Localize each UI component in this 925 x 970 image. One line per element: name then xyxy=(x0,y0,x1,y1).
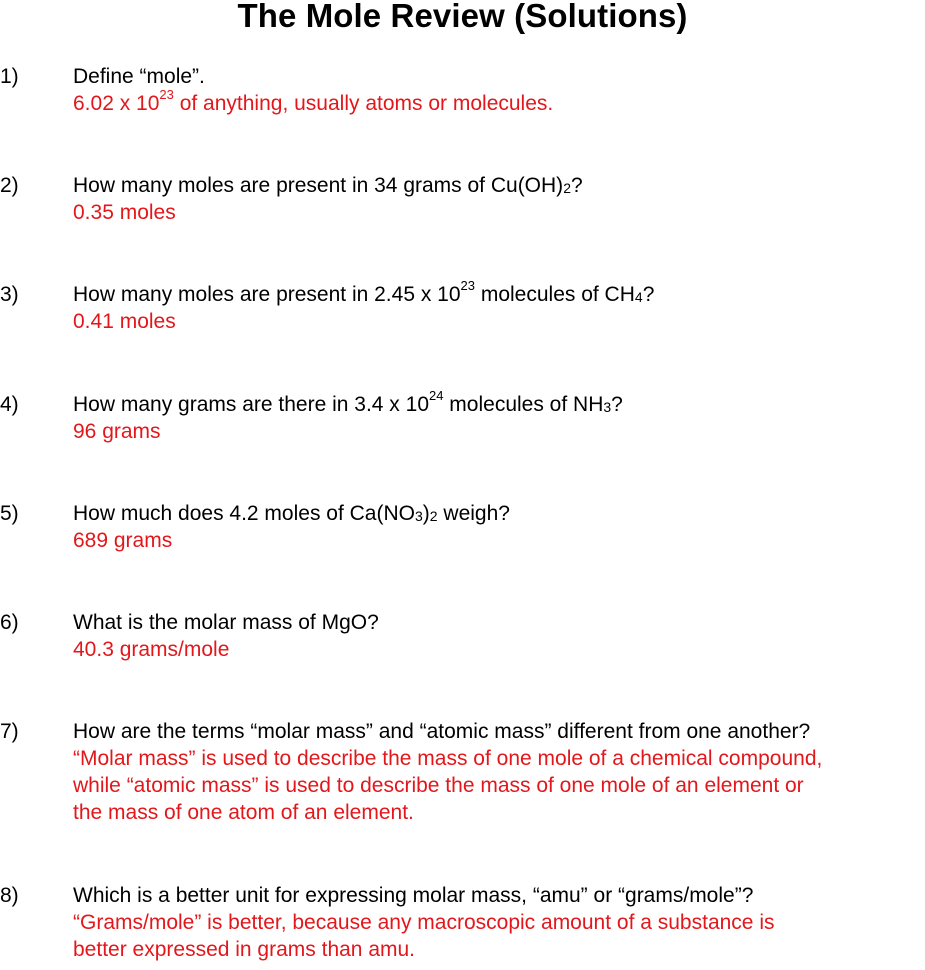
question-text: How many moles are present in 2.45 x $10^{23}$ molecules of $CH_4$? xyxy=(73,278,655,306)
question-number: 2) xyxy=(0,174,19,197)
answer-text-line-1: “Molar mass” is used to describe the mass of one mole of a chemical compound, xyxy=(73,747,823,770)
question-text: What is the molar mass of MgO? xyxy=(73,611,379,634)
question-number: 8) xyxy=(0,884,19,907)
question-number: 5) xyxy=(0,502,19,525)
answer-text-line-3: the mass of one atom of an element. xyxy=(73,801,414,824)
question-number: 7) xyxy=(0,720,19,743)
answer-text-line-2: better expressed in grams than amu. xyxy=(73,938,416,961)
answer-text: 689 grams xyxy=(73,529,173,552)
question-number: 6) xyxy=(0,611,19,634)
question-number: 1) xyxy=(0,65,19,88)
question-text: How many grams are there in 3.4 x $10^{24}$ molecules of $NH_3$? xyxy=(73,388,623,416)
answer-text: 0.35 moles xyxy=(73,201,176,224)
question-number: 4) xyxy=(0,393,19,416)
page-title: The Mole Review (Solutions) xyxy=(237,0,688,34)
answer-text-line-1: “Grams/mole” is better, because any macroscopic amount of a substance is xyxy=(73,911,775,934)
answer-text: 0.41 moles xyxy=(73,310,176,333)
question-text: Which is a better unit for expressing molar mass, “amu” or “grams/mole”? xyxy=(73,884,754,907)
question-text: How are the terms “molar mass” and “atomic mass” different from one another? xyxy=(73,720,811,743)
answer-text-line-2: while “atomic mass” is used to describe the mass of one mole of an element or xyxy=(73,774,804,797)
question-text: How many moles are present in 34 grams of $Cu(OH)_2$? xyxy=(73,174,583,197)
question-text: How much does 4.2 moles of $Ca(NO_3)_2$ weigh? xyxy=(73,502,510,525)
question-text: Define “mole”. xyxy=(73,65,205,88)
answer-text: 96 grams xyxy=(73,420,161,443)
answer-text: 6.02 x $10^{23}$ of anything, usually atoms or molecules. xyxy=(73,87,554,115)
answer-text: 40.3 grams/mole xyxy=(73,638,230,661)
question-number: 3) xyxy=(0,283,19,306)
